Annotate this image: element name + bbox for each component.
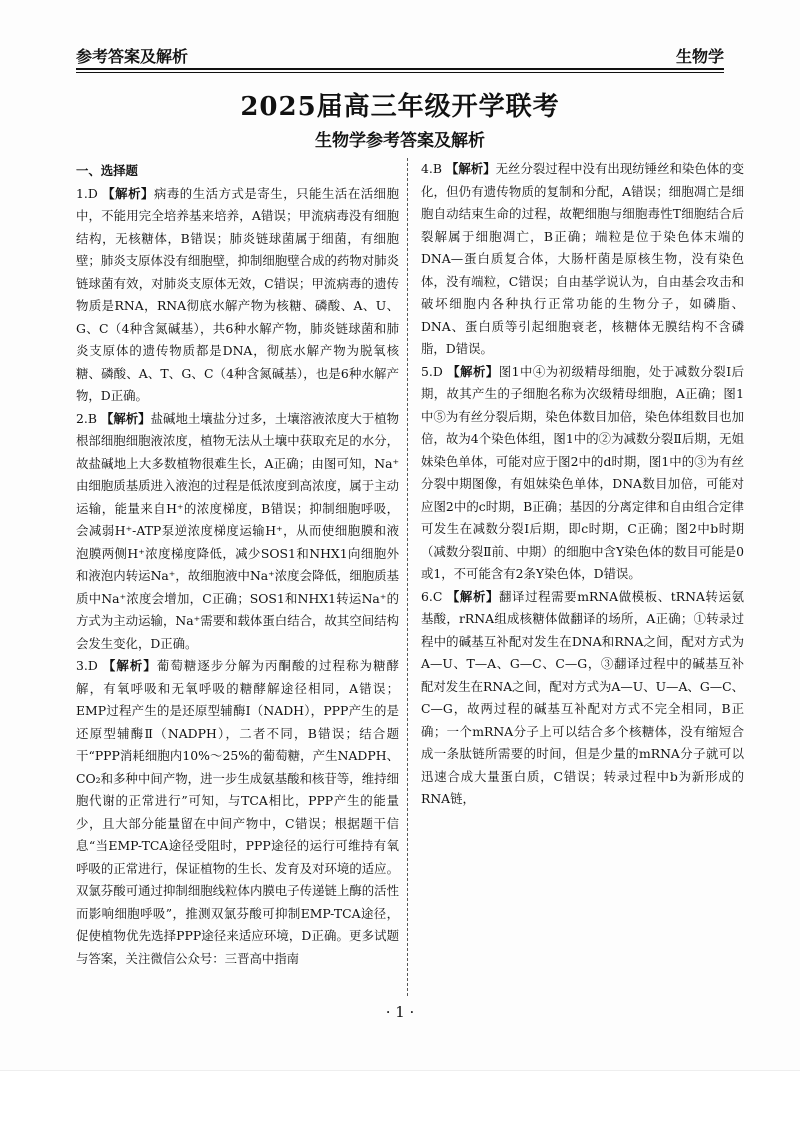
answer-text: 病毒的生活方式是寄生，只能生活在活细胞中，不能用完全培养基来培养，A错误；甲流病毒没有细胞结构，无核糖体，B错误；肺炎链球菌属于细菌，有细胞壁；肺炎支原体没有细胞壁，抑制细胞壁合成的药物对肺炎链球菌有效，对肺炎支原体无效，C错误；甲流病毒的遗传物质是RNA，RNA彻底水解产物为核糖、磷酸、A、U、G、C（4种含氮碱基），共6种水解产物，肺炎链球菌和肺炎支原体的遗传物质都是DNA，彻底水解产物为脱氧核糖、磷酸、A、T、G、C（4种含氮碱基），也是6种水解产物，D正确。 [76,185,399,403]
analysis-tag: 【解析】 [102,658,157,673]
header-rule-thin [76,72,724,73]
answer-3 [76,655,399,970]
answer-4 [421,158,744,361]
page-header [76,40,724,68]
header-left-title: 参考答案及解析 [76,47,189,66]
left-column [76,160,399,970]
answer-text: 盐碱地土壤盐分过多，土壤溶液浓度大于植物根部细胞细胞液浓度，植物无法从土壤中获取充足的水分，故盐碱地上大多数植物很难生长，A正确；由图可知，Na⁺由细胞质基质进入液泡的过程是低浓度到高浓度，属于主动运输，能量来自H⁺的浓度梯度，B错误；抑制细胞呼吸，会减弱H⁺-ATP泵逆浓度梯度运输H⁺，从而使细胞膜和液泡膜两侧H⁺浓度梯度降低，减少SOS1和NHX1向细胞外和液泡内转运Na⁺，故细胞液中Na⁺浓度会降低，细胞质基质中Na⁺浓度会增加，C正确；SOS1和NHX1转运Na⁺的方式为主动运输，Na⁺需要和载体蛋白结合，故其空间结构会发生变化，D正确。 [76,410,400,651]
header-subject: 生物学 [675,47,724,66]
answer-text: 无丝分裂过程中没有出现纺锤丝和染色体的变化，但仍有遗传物质的复制和分配，A错误；细胞凋亡是细胞自动结束生命的过程，故靶细胞与细胞毒性T细胞结合后裂解属于细胞凋亡，B正确；端粒是位于染色体末端的DNA—蛋白质复合体，大肠杆菌是原核生物，没有染色体，没有端粒，C错误；自由基学说认为，自由基会攻击和破坏细胞内各种执行正常功能的生物分子，如磷脂、DNA、蛋白质等引起细胞衰老，核糖体无膜结构不含磷脂，D错误。 [421,161,745,356]
right-column [421,158,744,811]
section-heading: 一、选择题 [76,163,138,178]
answer-number: 6.C [421,588,443,604]
analysis-tag: 【解析】 [100,410,151,426]
viewer-bottom-strip [0,1070,800,1134]
page-title: 2025届高三年级开学联考 [240,92,560,122]
answer-text: 图1中④为初级精母细胞，处于减数分裂Ⅰ后期，故其产生的子细胞名称为次级精母细胞，A正确；图1中⑤为有丝分裂后期，染色体数目加倍，染色体组数目也加倍，故为4个染色体组，图1中的②为减数分裂Ⅱ后期，无姐妹染色单体，可能对应于图2中的d时期，图1中的③为有丝分裂中期图像，有姐妹染色单体，DNA数目加倍，可能对应图2中的c时期，B正确；基因的分离定律和自由组合定律可发生在减数分裂Ⅰ后期，即c时期，C正确；图2中b时期（减数分裂Ⅱ前、中期）的细胞中含Y染色体的数目可能是0或1，不可能含有2条Y染色体，D错误。 [421,363,744,581]
answer-number: 5.D [421,363,443,379]
answer-5 [421,361,744,586]
column-divider [407,158,408,996]
page-number: · 1 · [385,1003,415,1021]
analysis-tag: 【解析】 [102,185,154,201]
answer-2 [76,408,399,656]
analysis-tag: 【解析】 [445,161,496,176]
answer-6 [421,586,744,811]
header-rule [76,68,724,70]
page-subtitle: 生物学参考答案及解析 [315,131,485,151]
answer-number: 1.D [76,185,98,201]
answer-number: 3.D [76,658,98,673]
analysis-tag: 【解析】 [447,363,499,379]
answer-text: 翻译过程需要mRNA做模板、tRNA转运氨基酸，rRNA组成核糖体做翻译的场所，A正确；①转录过程中的碱基互补配对发生在DNA和RNA之间，配对方式为A—U、T—A、G—C、C—G，③翻译过程中的碱基互补配对发生在RNA之间，配对方式为A—U、U—A、G—C、C—G，故两过程的碱基互补配对方式不完全相同，B正确；一个mRNA分子上可以结合多个核糖体，没有缩短合成一条肽链所需要的时间，但是少量的mRNA分子就可以迅速合成大量蛋白质，C错误；转录过程中b为新形成的RNA链， [421,588,744,806]
analysis-tag: 【解析】 [446,588,500,604]
answer-1 [76,183,399,408]
answer-number: 2.B [76,410,97,426]
answer-text: 葡萄糖逐步分解为丙酮酸的过程称为糖酵解，有氧呼吸和无氧呼吸的糖酵解途径相同，A错误；EMP过程产生的是还原型辅酶Ⅰ（NADH），PPP产生的是还原型辅酶Ⅱ（NADPH），二者不同，B错误；结合题干“PPP消耗细胞内10%～25%的葡萄糖，产生NADPH、CO₂和多种中间产物，进一步生成氨基酸和核苷等，维持细胞代谢的正常进行”可知，与TCA相比，PPP产生的能量少，且大部分能量留在中间产物中，C错误；根据题干信息“当EMP-TCA途径受阻时，PPP途径的运行可维持有氧呼吸的正常进行，保证植物的生长、发育及对环境的适应。双氯芬酸可通过抑制细胞线粒体内膜电子传递链上酶的活性而影响细胞呼吸”，推测双氯芬酸可抑制EMP-TCA途径，促使植物优先选择PPP途径来适应环境，D正确。更多试题与答案，关注微信公众号：三晋高中指南 [76,658,399,966]
answer-number: 4.B [421,161,442,176]
